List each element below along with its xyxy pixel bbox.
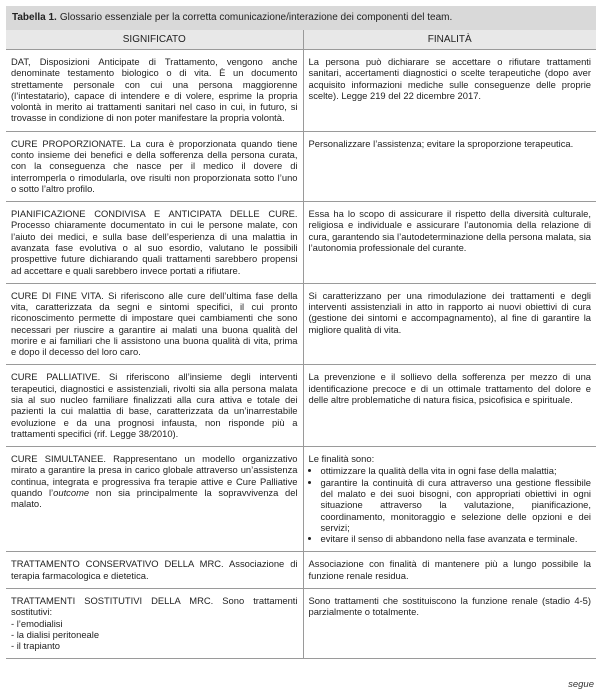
- list-item: • ottimizzare la qualità della vita in ogni fase della malattia;: [321, 465, 592, 476]
- continued-label: segue: [568, 678, 594, 690]
- glossary-table: [6, 30, 596, 659]
- definition: Si riferiscono alle cure dell’ultima fase della vita, caratterizzata da segni e sintomi specifici, il cui pronto riconoscimento permette di impostare quei cambiamenti che sono necessari per riuscire a garantire ai malati una buona qualità del morire e ai familiari che li assistono una buona qualità di vita, prima e dopo il decesso del loro caro.: [11, 289, 298, 358]
- finalita-cell: Sono trattamenti che sostituiscono la funzione renale (stadio 4-5) parzialmente o totalmente.: [303, 588, 596, 658]
- list-item: - il trapianto: [11, 640, 60, 652]
- definition: Sono trattamenti sostitutivi:: [11, 594, 298, 618]
- term: CURE PROPORZIONATE.: [11, 137, 126, 149]
- table-row: [6, 365, 596, 447]
- finalita-list: [309, 465, 592, 544]
- header-finalita: FINALITÀ: [303, 30, 596, 50]
- definition: non sia principalmente la sopravvivenza del malato.: [11, 487, 298, 510]
- definition: Processo chiaramente documentato in cui le persone malate, con l’aiuto dei medici, e sulla base dell’esperienza di una malattia in avanzata fase evolutiva o al suo esordio, valutano le possibili prospettive future dichiarando quali trattamenti sarebbero propensi ad accettare e quali sarebbero invece portati a rifiutare.: [11, 219, 298, 276]
- significato-cell: [6, 202, 303, 284]
- caption-text: Glossario essenziale per la corretta comunicazione/interazione dei componenti del team.: [59, 12, 453, 23]
- table-row: [6, 202, 596, 284]
- significato-cell: [6, 131, 303, 201]
- significato-cell: [6, 283, 303, 365]
- table-row: [6, 447, 596, 552]
- list-item: - l’emodialisi: [11, 617, 63, 629]
- term: TRATTAMENTO CONSERVATIVO DELLA MRC.: [11, 558, 224, 570]
- treatment-list: [11, 618, 298, 652]
- finalita-cell: Associazione con finalità di mantenere più a lungo possibile la funzione renale residua.: [303, 552, 596, 589]
- definition: Si riferiscono all’insieme degli interventi terapeutici, diagnostici e assistenziali, rivolti sia alla persona malata sia al suo nucleo familiare finalizzati alla cura attiva e totale dei pazienti la cui malattia di base, caratterizzata da un’inarrestabile evoluzione e da una prognosi infausta, non risponde più a trattamenti specifici (rif. Legge 38/2010).: [11, 371, 298, 439]
- definition: La cura è proporzionata quando tiene conto insieme dei benefici e della sofferenza della persona curata, con la conseguenza che nasce per il medico il dovere di interromperla o rimodularla, ove risulti non proporzionata sotto l’uno o sotto l’altro profilo.: [11, 137, 298, 194]
- significato-cell: [6, 50, 303, 132]
- significato-cell: [6, 588, 303, 658]
- table-row: [6, 131, 596, 201]
- finalita-cell: La prevenzione e il sollievo della sofferenza per mezzo di una identificazione precoce e di un ottimale trattamento del dolore e delle altre problematiche di natura fisica, psicofisica e spirituale.: [303, 365, 596, 447]
- term: CURE DI FINE VITA.: [11, 289, 104, 301]
- definition-italic: outcome: [53, 487, 90, 498]
- table-row: [6, 283, 596, 365]
- table-caption: [6, 6, 596, 30]
- significato-cell: [6, 365, 303, 447]
- significato-cell: [6, 447, 303, 552]
- finalita-cell: [303, 447, 596, 552]
- significato-cell: [6, 552, 303, 589]
- list-item: - la dialisi peritoneale: [11, 628, 100, 640]
- finalita-cell: Personalizzare l’assistenza; evitare la sproporzione terapeutica.: [303, 131, 596, 201]
- list-item: • garantire la continuità di cura attraverso una gestione flessibile del malato e dei suoi bisogni, con appropriati obiettivi in ogni situazione attraverso la valutazione, pianificazione, coordinamento, monitoraggio e selezione delle opzioni e dei servizi;: [321, 477, 592, 533]
- definition: Rappresentano un modello organizzativo mirato a garantire la presa in carico globale attraverso un’assistenza continua, integrata e progressiva fra terapie attive e Cure Palliative quando l’: [11, 453, 298, 498]
- finalita-cell: Si caratterizzano per una rimodulazione dei trattamenti e degli interventi assistenziali in atto in rapporto ai nuovi obiettivi di cura (gestione dei sintomi e accompagnamento), al fine di garantire la migliore qualità di vita.: [303, 283, 596, 365]
- table-row: [6, 588, 596, 658]
- caption-label: Tabella 1.: [12, 12, 57, 23]
- header-significato: SIGNIFICATO: [6, 30, 303, 50]
- term: TRATTAMENTI SOSTITUTIVI DELLA MRC.: [11, 594, 214, 606]
- term: DAT, Disposizioni Anticipate di Trattamento,: [11, 56, 218, 67]
- table-row: [6, 50, 596, 132]
- table-row: [6, 552, 596, 589]
- term: CURE PALLIATIVE.: [11, 371, 101, 383]
- finalita-cell: Essa ha lo scopo di assicurare il rispetto della diversità culturale, religiosa e individuale e assicurare l’autonomia della relazione di cura, garantendo sia l’autodeterminazione della persona malata, sia l’autonomia professionale del curante.: [303, 202, 596, 284]
- header-row: [6, 30, 596, 50]
- definition: vengono anche denominate testamento biologico o di vita. È un documento strettamente personale con cui una persona maggiorenne (l’intestatario), capace di intendere e di volere, esprime la propria volontà in merito ai trattamenti sanitari nel caso in cui, in futuro, si trovasse in condizione di non poter manifestare la propria volontà.: [11, 56, 298, 124]
- finalita-intro: Le finalità sono:: [308, 453, 375, 465]
- finalita-cell: La persona può dichiarare se accettare o rifiutare trattamenti sanitari, accertamenti diagnostici o scelte terapeutiche (dopo aver acquisito informazioni mediche sulle conseguenze delle proprie scelte). Legge 219 del 22 dicembre 2017.: [303, 50, 596, 132]
- term: PIANIFICAZIONE CONDIVISA E ANTICIPATA DELLE CURE.: [11, 208, 298, 220]
- list-item: • evitare il senso di abbandono nella fase avanzata e terminale.: [321, 533, 592, 544]
- term: CURE SIMULTANEE.: [11, 453, 106, 465]
- definition: Associazione di terapia farmacologica e dietetica.: [11, 558, 298, 581]
